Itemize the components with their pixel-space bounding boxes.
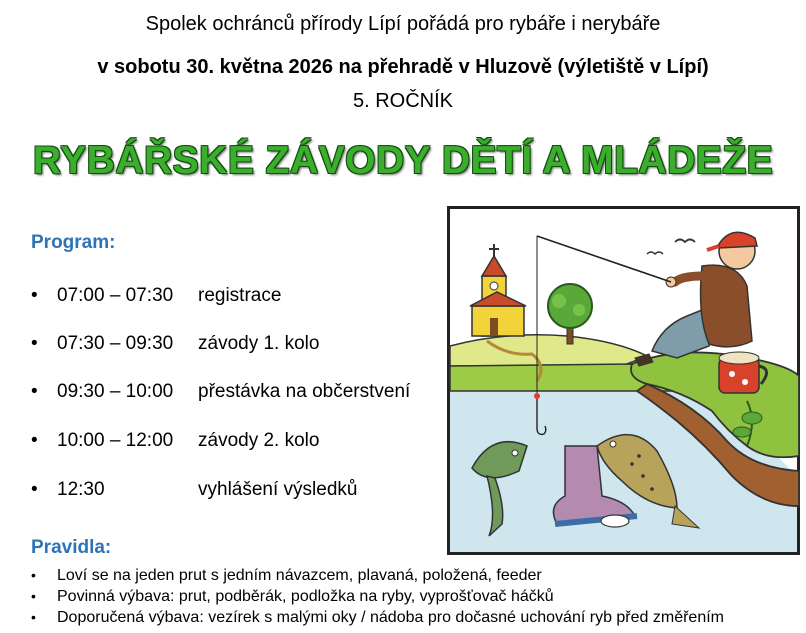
bullet-icon: • <box>31 430 38 451</box>
bullet-icon: • <box>31 333 38 354</box>
bullet-icon: • <box>31 479 38 500</box>
bullet-icon: • <box>31 567 36 583</box>
organizer-line: Spolek ochránců přírody Lípí pořádá pro rybáře i nerybáře <box>145 13 661 35</box>
program-activity: registrace <box>198 285 282 306</box>
program-activity: závody 2. kolo <box>198 430 320 451</box>
rule-text: Doporučená výbava: vezírek s malými oky / nádoba pro dočasné uchování ryb před změřením <box>57 609 724 626</box>
program-activity: vyhlášení výsledků <box>198 479 358 500</box>
program-time: 10:00 – 12:00 <box>57 430 174 451</box>
event-title: RYBÁŘSKÉ ZÁVODY DĚTÍ A MLÁDEŽE <box>32 139 774 182</box>
program-heading: Program: <box>31 232 116 253</box>
bullet-icon: • <box>31 588 36 604</box>
program-time: 07:00 – 07:30 <box>57 285 174 306</box>
bullet-icon: • <box>31 285 38 306</box>
fishing-illustration <box>447 206 800 555</box>
bullet-icon: • <box>31 381 38 402</box>
program-time: 07:30 – 09:30 <box>57 333 174 354</box>
program-activity: přestávka na občerstvení <box>198 381 411 402</box>
program-time: 09:30 – 10:00 <box>57 381 174 402</box>
bullet-icon: • <box>31 609 36 625</box>
rule-text: Loví se na jeden prut s jedním návazcem, plavaná, položená, feeder <box>57 567 542 584</box>
edition-line: 5. ROČNÍK <box>352 90 454 112</box>
program-activity: závody 1. kolo <box>198 333 320 354</box>
date-location-line: v sobotu 30. května 2026 na přehradě v Hluzově (výletiště v Lípí) <box>97 56 709 78</box>
rule-text: Povinná výbava: prut, podběrák, podložka na ryby, vyprošťovač háčků <box>57 588 554 605</box>
mug-icon <box>719 352 767 393</box>
rules-heading: Pravidla: <box>31 537 112 558</box>
program-time: 12:30 <box>57 479 105 500</box>
